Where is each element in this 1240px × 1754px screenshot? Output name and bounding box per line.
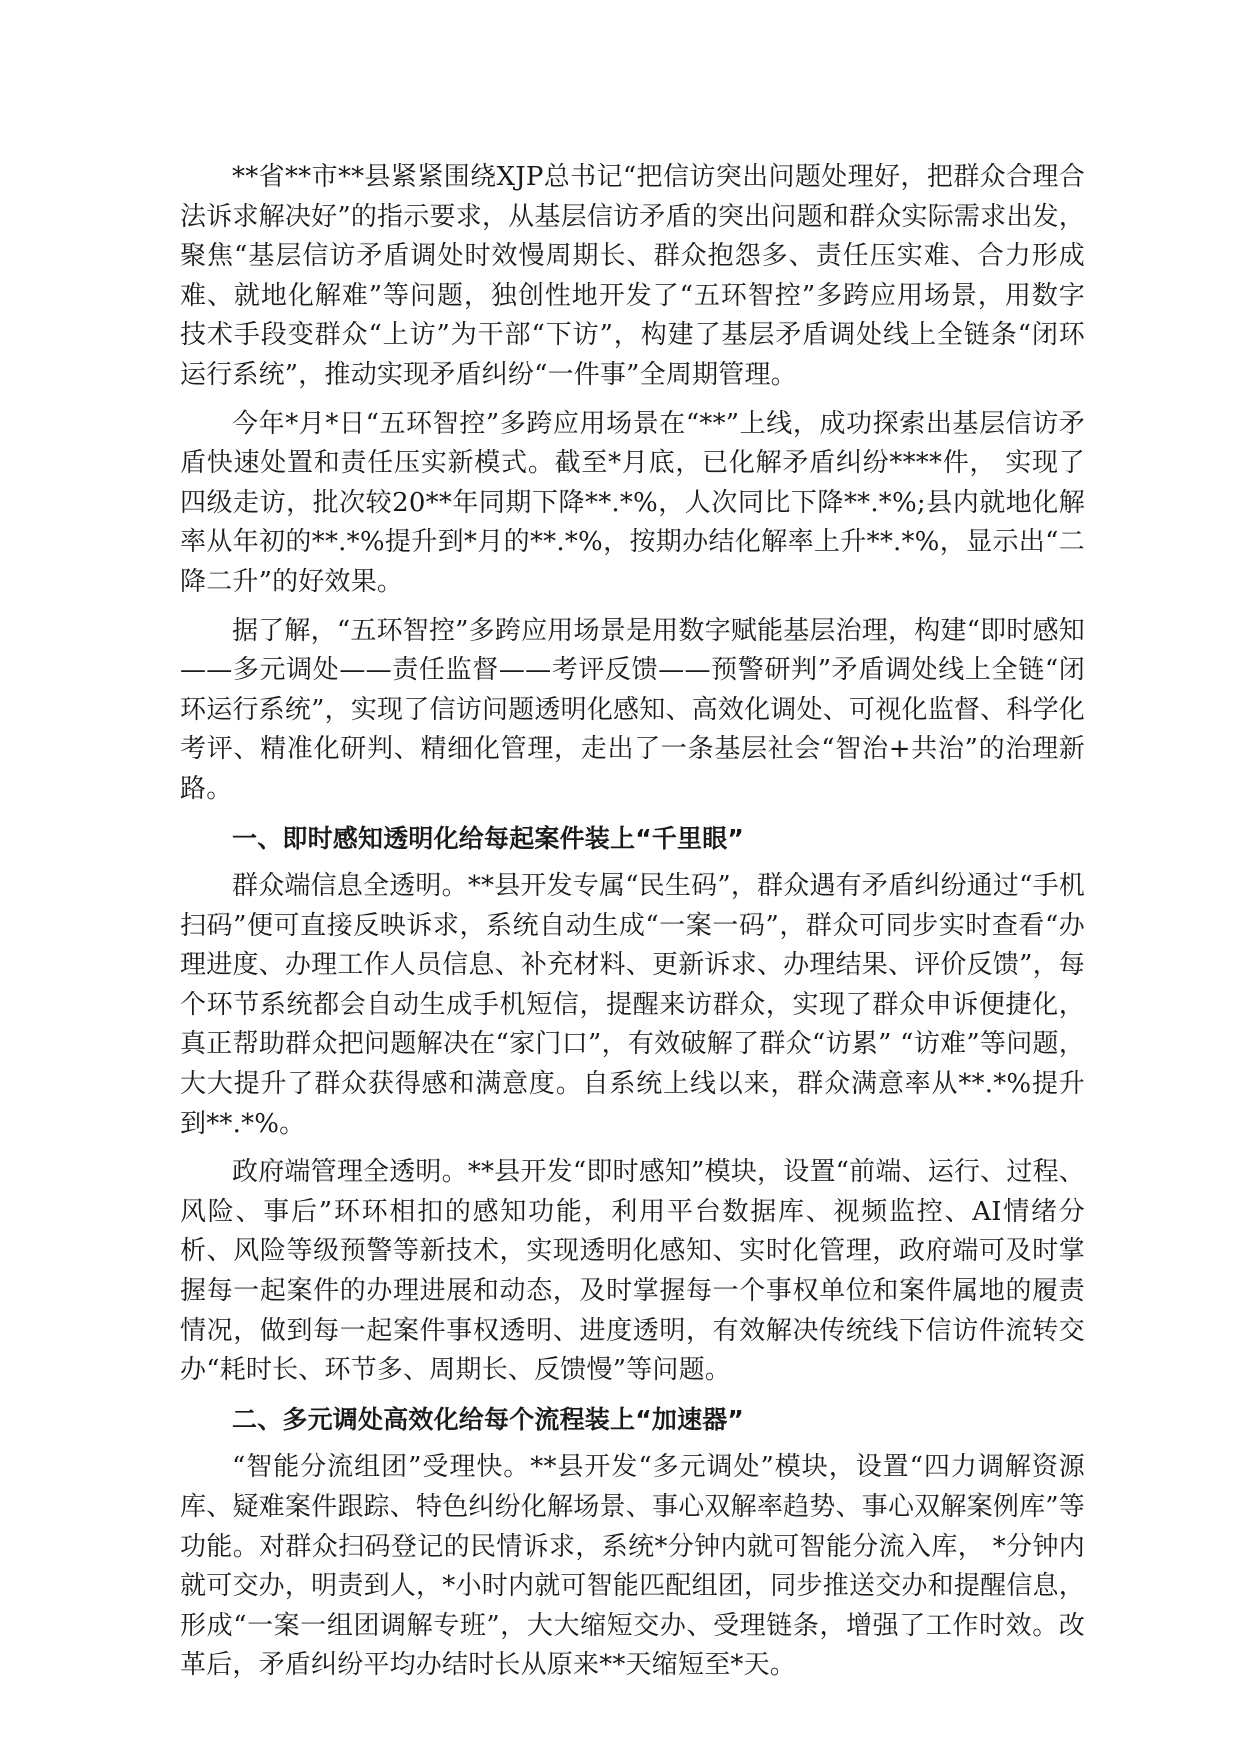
section-1-paragraph: 政府端管理全透明。**县开发“即时感知”模块，设置“前端、运行、过程、风险、事后”环环相扣的感知功能，利用平台数据库、视频监控、AI情绪分析、风险等级预警等新技术，实现透明化感知、实时化管理，政府端可及时掌握每一起案件的办理进展和动态，及时掌握每一个事权单位和案件属地的履责情况，做到每一起案件事权透明、进度透明，有效解决传统线下信访件流转交办“耗时长、环节多、周期长、反馈慢”等问题。: [180, 1157, 1085, 1386]
section-1-paragraph: 群众端信息全透明。**县开发专属“民生码”，群众遇有矛盾纠纷通过“手机扫码”便可直接反映诉求，系统自动生成“一案一码”，群众可同步实时查看“办理进度、办理工作人员信息、补充材料、更新诉求、办理结果、评价反馈”，每个环节系统都会自动生成手机短信，提醒来访群众，实现了群众申诉便捷化，真正帮助群众把问题解决在“家门口”，有效破解了群众“访累” “访难”等问题，大大提升了群众获得感和满意度。自系统上线以来，群众满意率从**.*%提升到**.*%。: [180, 871, 1085, 1139]
section-1-heading: 一、即时感知透明化给每起案件装上“千里眼”: [232, 823, 745, 853]
results-paragraph: 今年*月*日“五环智控”多跨应用场景在“**”上线，成功探索出基层信访矛盾快速处置和责任压实新模式。截至*月底，已化解矛盾纠纷****件， 实现了四级走访，批次较20**年同期下降**.*%，人次同比下降**.*%;县内就地化解率从年初的**.*%提升到*月的**.*%，按期办结化解率上升**.*%，显示出“二降二升”的好效果。: [180, 408, 1085, 597]
section-2-heading: 二、多元调处高效化给每个流程装上“加速器”: [232, 1404, 745, 1434]
document-page: [180, 158, 1085, 1695]
overview-paragraph: 据了解，“五环智控”多跨应用场景是用数字赋能基层治理，构建“即时感知——多元调处——责任监督——考评反馈——预警研判”矛盾调处线上全链“闭环运行系统”，实现了信访问题透明化感知、高效化调处、可视化监督、科学化考评、精准化研判、精细化管理，走出了一条基层社会“智治+共治”的治理新路。: [180, 615, 1085, 804]
intro-paragraph: **省**市**县紧紧围绕XJP总书记“把信访突出问题处理好，把群众合理合法诉求解决好”的指示要求，从基层信访矛盾的突出问题和群众实际需求出发，聚焦“基层信访矛盾调处时效慢周期长、群众抱怨多、责任压实难、合力形成难、就地化解难”等问题，独创性地开发了“五环智控”多跨应用场景，用数字技术手段变群众“上访”为干部“下访”，构建了基层矛盾调处线上全链条“闭环运行系统”，推动实现矛盾纠纷“一件事”全周期管理。: [180, 162, 1085, 390]
section-2-paragraph: “智能分流组团”受理快。**县开发“多元调处”模块，设置“四力调解资源库、疑难案件跟踪、特色纠纷化解场景、事心双解率趋势、事心双解案例库”等功能。对群众扫码登记的民情诉求，系统*分钟内就可智能分流入库， *分钟内就可交办，明责到人，*小时内就可智能匹配组团，同步推送交办和提醒信息，形成“一案一组团调解专班”，大大缩短交办、受理链条，增强了工作时效。改革后，矛盾纠纷平均办结时长从原来**天缩短至*天。: [180, 1452, 1085, 1681]
